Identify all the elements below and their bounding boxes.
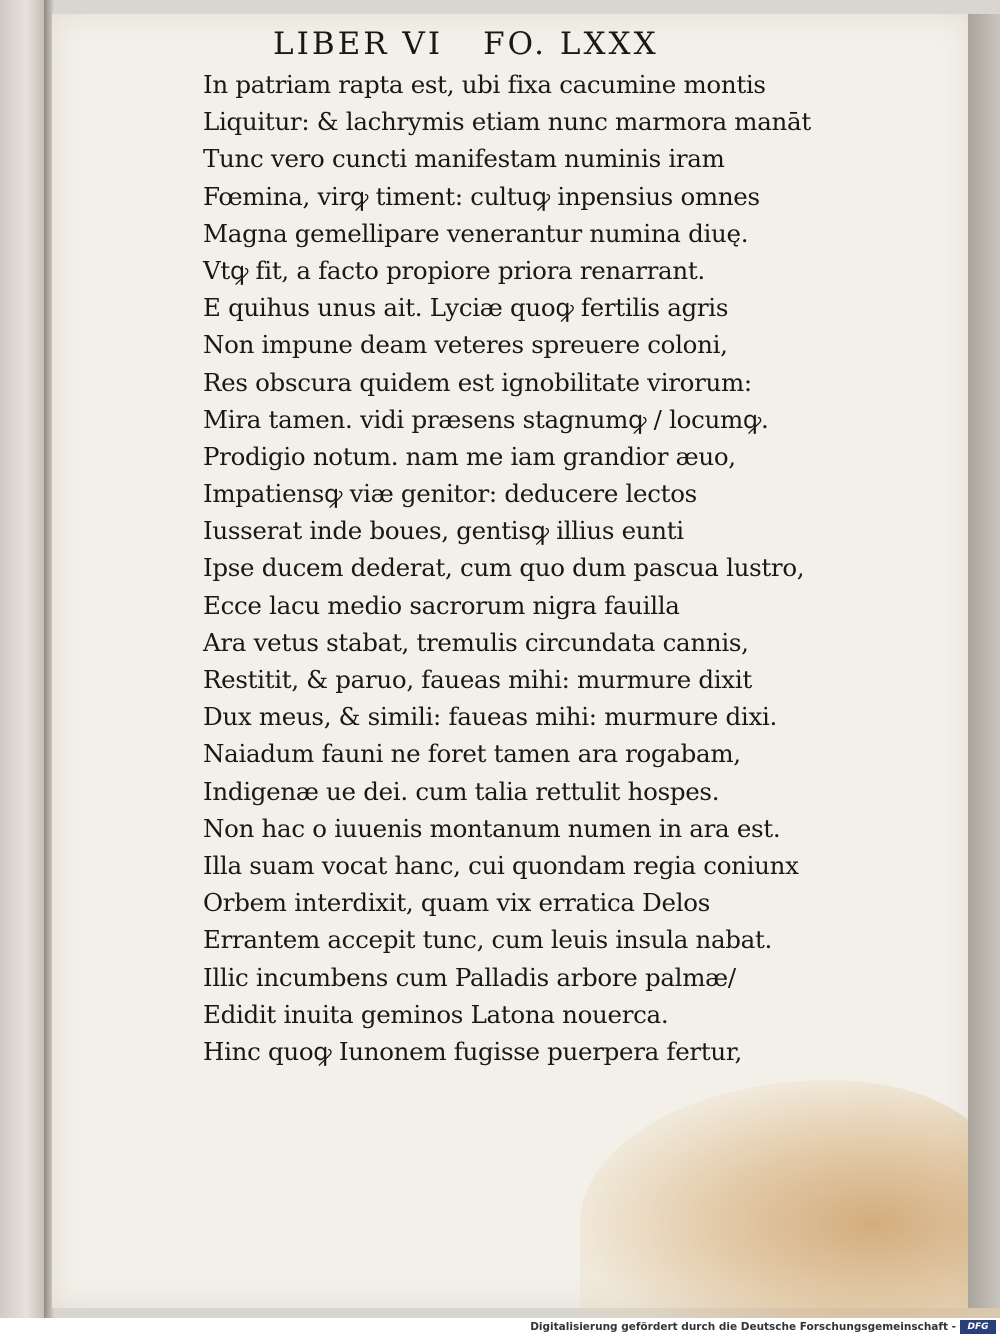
- folio-number: FO. LXXX: [483, 26, 659, 62]
- verse-line: Ara vetus stabat, tremulis circundata cannis,: [203, 627, 749, 657]
- verse-line: E quihus unus ait. Lyciæ quoꝙ fertilis agris: [203, 293, 729, 323]
- book-number: LIBER VI: [273, 26, 444, 62]
- verse-line: Illic incumbens cum Palladis arbore palmæ/: [203, 962, 736, 992]
- verse-line: Non impune deam veteres spreuere coloni,: [203, 330, 728, 360]
- verse-line: Errantem accepit tunc, cum leuis insula nabat.: [203, 925, 772, 955]
- verse-line: In patriam rapta est, ubi fixa cacumine montis: [203, 70, 766, 99]
- verse-line: Dux meus, & simili: faueas mihi: murmure dixi.: [203, 702, 778, 732]
- verse-line: Res obscura quidem est ignobilitate virorum:: [203, 367, 752, 397]
- verse-line: Restitit, & paruo, faueas mihi: murmure dixit: [203, 665, 752, 694]
- funding-credit: Digitalisierung gefördert durch die Deutsche Forschungsgemeinschaft -: [530, 1321, 956, 1333]
- printed-text-block: [203, 22, 823, 1070]
- verse-line: Tunc vero cuncti manifestam numinis iram: [203, 144, 725, 174]
- verse-line: Hinc quoꝙ Iunonem fugisse puerpera fertur,: [203, 1036, 743, 1066]
- verse-line: Illa suam vocat hanc, cui quondam regia coniunx: [203, 850, 799, 880]
- verse-line: Edidit inuita geminos Latona nouerca.: [203, 999, 669, 1029]
- verse-line: Fœmina, virꝙ timent: cultuꝙ inpensius omnes: [203, 181, 760, 211]
- verse-line: Naiadum fauni ne foret tamen ara rogabam,: [203, 739, 741, 769]
- verse-line: Indigenæ ue dei. cum talia rettulit hospes.: [203, 776, 720, 806]
- verse-line: Orbem interdixit, quam vix erratica Delos: [203, 888, 710, 918]
- verse-line: Prodigio notum. nam me iam grandior æuo,: [203, 441, 736, 471]
- verse-line: Mira tamen. vidi præsens stagnumꝙ / locumꝙ.: [203, 404, 769, 434]
- verse-line: Iusserat inde boues, gentisꝙ illius eunti: [203, 516, 684, 546]
- verse-line: Impatiensꝙ viæ genitor: deducere lectos: [203, 479, 697, 509]
- verse-line: Non hac o iuuenis montanum numen in ara est.: [203, 813, 781, 843]
- verse-line: Liquitur: & lachrymis etiam nunc marmora manāt: [203, 107, 811, 137]
- verse-line: Magna gemellipare venerantur numina diuę.: [203, 218, 749, 248]
- verse-line: Ipse ducem dederat, cum quo dum pascua lustro,: [203, 553, 805, 583]
- facing-page-edge: [0, 0, 48, 1318]
- running-head: [203, 22, 823, 66]
- page-fore-edge: [968, 14, 1000, 1308]
- verse-line: Vtꝙ fit, a facto propiore priora renarrant.: [203, 255, 705, 285]
- dfg-logo: DFG: [960, 1320, 996, 1334]
- verse-line: Ecce lacu medio sacrorum nigra fauilla: [203, 590, 680, 620]
- verse-list: [203, 66, 823, 1070]
